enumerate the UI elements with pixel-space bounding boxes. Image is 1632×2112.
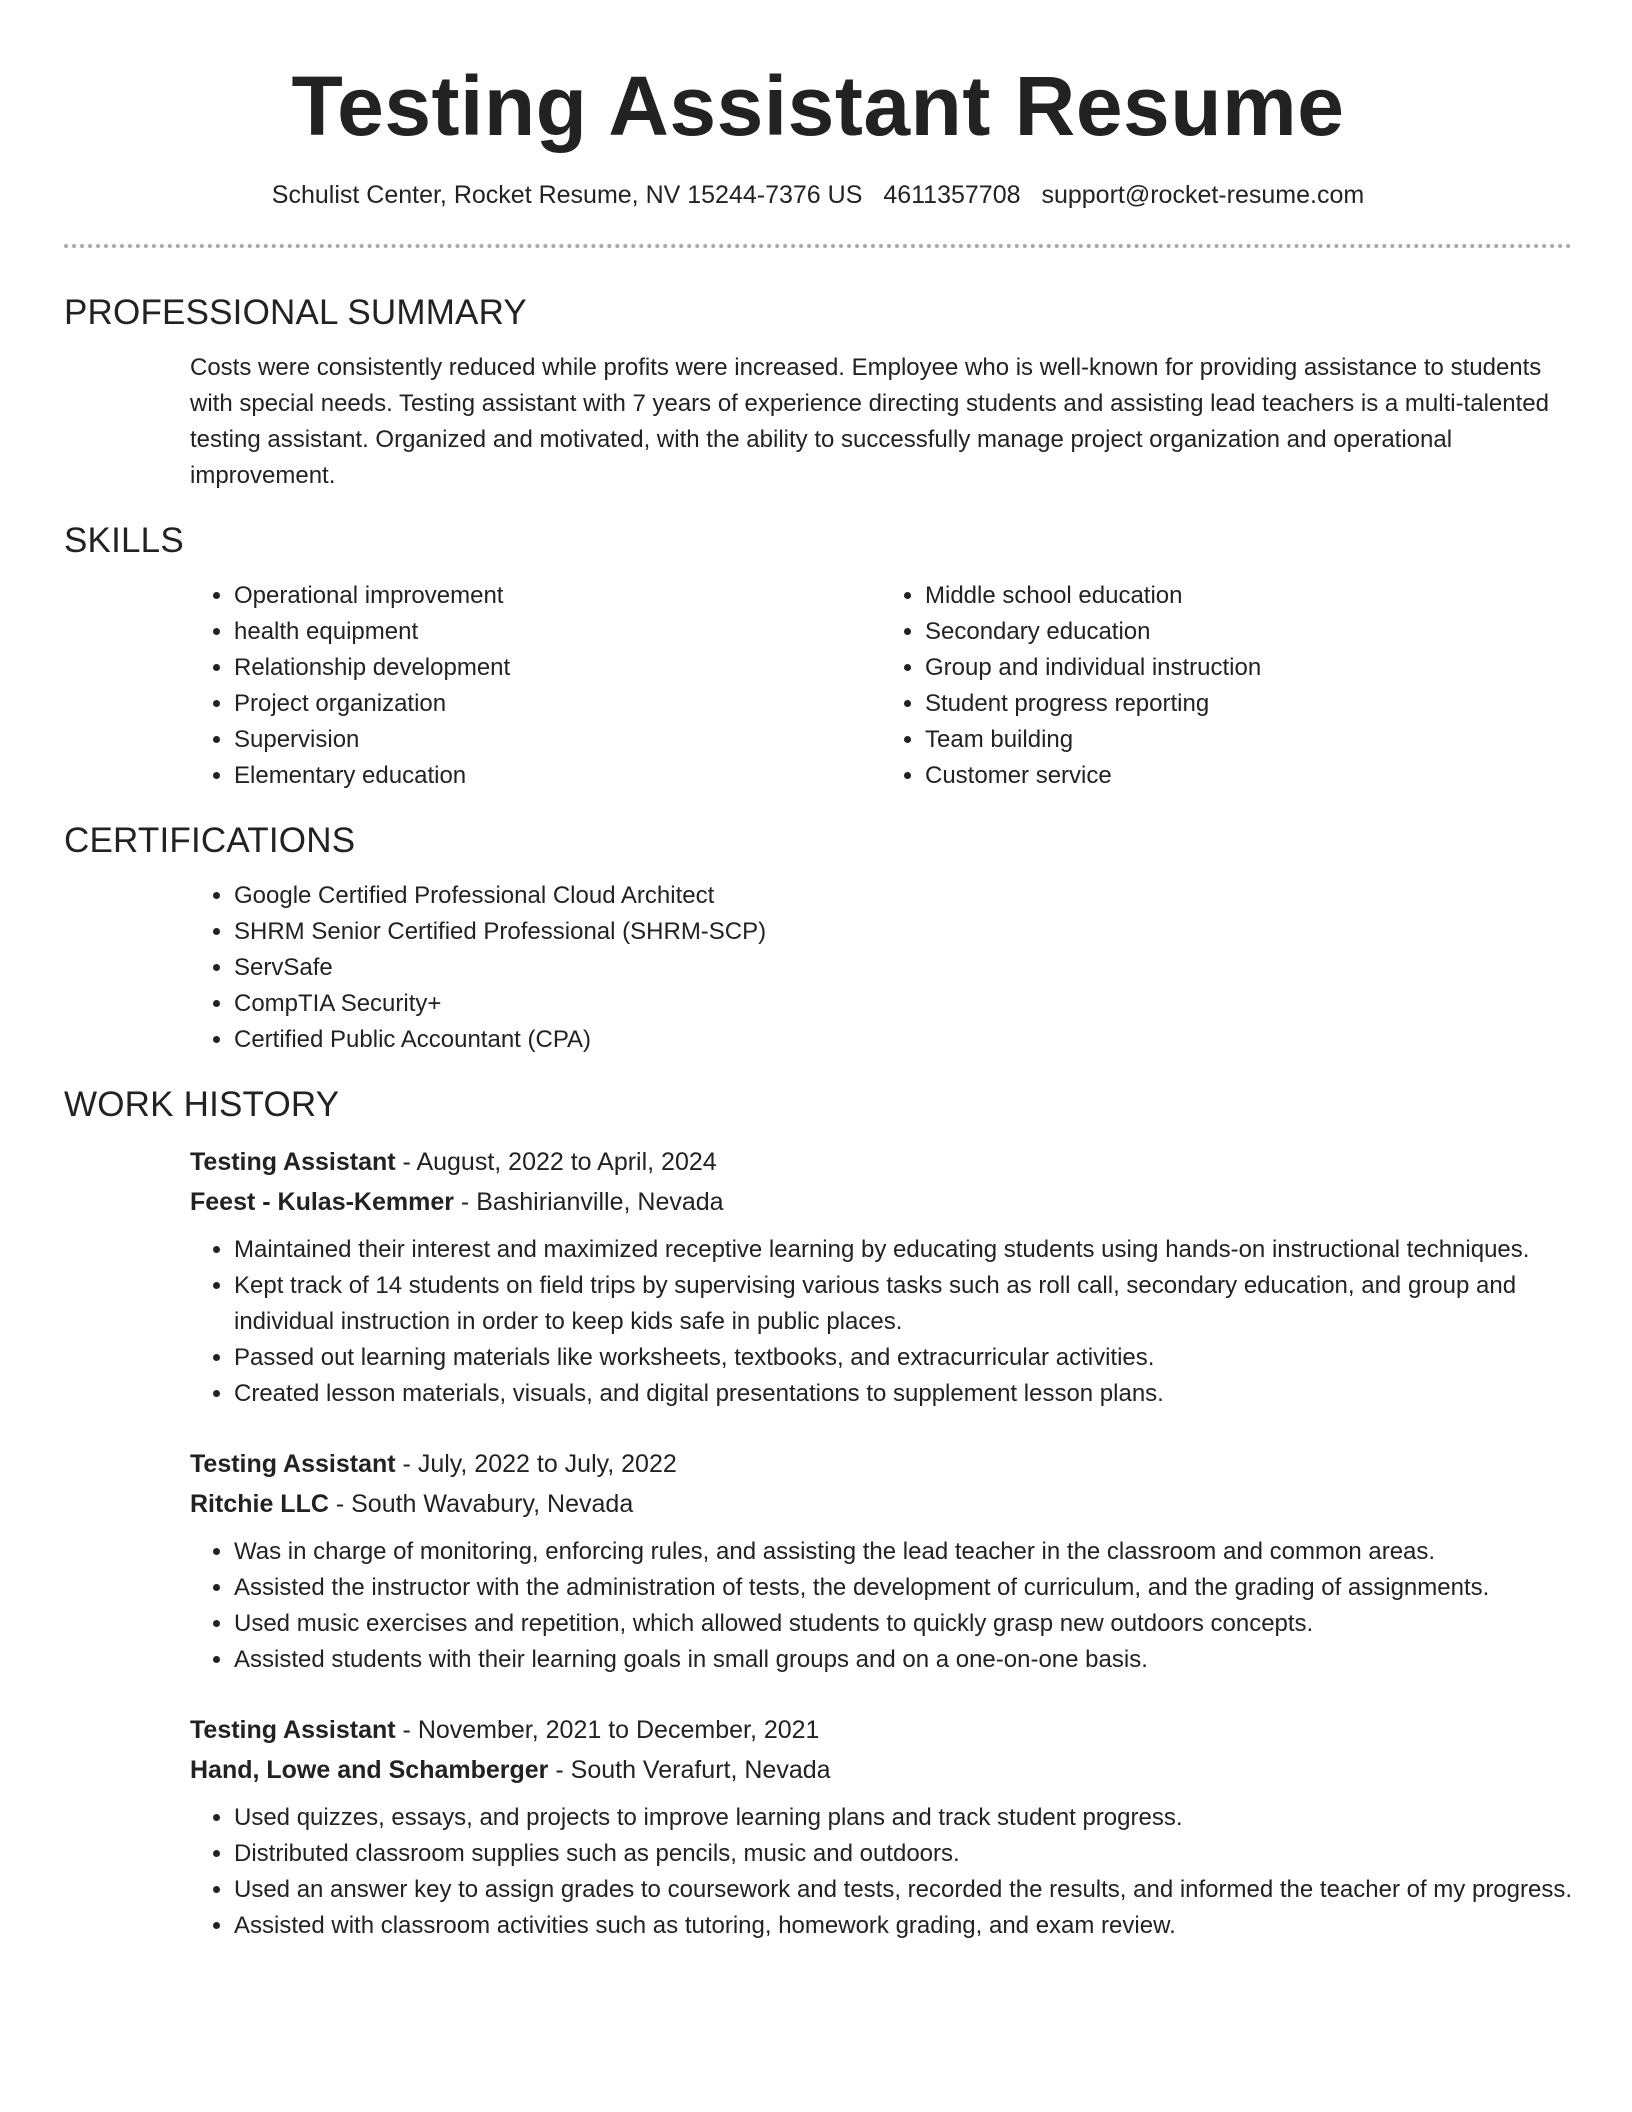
- work-history-heading: WORK HISTORY: [64, 1085, 340, 1124]
- job-dates: November, 2021 to December, 2021: [417, 1716, 820, 1744]
- resume-page: [64, 0, 1572, 1944]
- skills-list-right: [881, 578, 1572, 794]
- job-bullet: • Assisted the instructor with the administration of tests, the development of curriculum, and the grading of assignments.: [234, 1570, 1572, 1606]
- job-bullets: [190, 1232, 1572, 1412]
- skill-item: • Relationship development: [234, 650, 881, 686]
- job-bullet: • Assisted with classroom activities such as tutoring, homework grading, and exam review.: [234, 1908, 1572, 1944]
- contact-email[interactable]: support@rocket-resume.com: [1041, 181, 1365, 209]
- job-bullet: • Distributed classroom supplies such as pencils, music and outdoors.: [234, 1836, 1572, 1872]
- certification-item: • Certified Public Accountant (CPA): [234, 1022, 1572, 1058]
- contact-line: [64, 178, 1572, 212]
- job-role: Testing Assistant: [190, 1148, 396, 1176]
- header-divider: [64, 244, 1572, 248]
- skill-item: • Middle school education: [925, 578, 1572, 614]
- job-company-line: Feest - Kulas-Kemmer - Bashirianville, Nevada: [190, 1188, 724, 1216]
- job-company-line: Hand, Lowe and Schamberger - South Verafurt, Nevada: [190, 1756, 831, 1784]
- job-dates: July, 2022 to July, 2022: [417, 1450, 677, 1478]
- contact-address: Schulist Center, Rocket Resume, NV 15244-7376 US: [271, 181, 863, 209]
- skills-heading: SKILLS: [64, 521, 184, 560]
- job-entry: [190, 1142, 1572, 1412]
- skill-item: • Customer service: [925, 758, 1572, 794]
- job-role-line: Testing Assistant - August, 2022 to April, 2024: [190, 1148, 717, 1176]
- job-entry: [190, 1444, 1572, 1678]
- certifications-heading: CERTIFICATIONS: [64, 821, 356, 860]
- job-dates: August, 2022 to April, 2024: [416, 1148, 717, 1176]
- certifications-list: [190, 878, 1572, 1058]
- job-bullets: [190, 1534, 1572, 1678]
- job-bullet: • Was in charge of monitoring, enforcing rules, and assisting the lead teacher in the classroom and common areas.: [234, 1534, 1572, 1570]
- job-bullet: • Used music exercises and repetition, which allowed students to quickly grasp new outdoors concepts.: [234, 1606, 1572, 1642]
- skill-item: • Project organization: [234, 686, 881, 722]
- skill-item: • Elementary education: [234, 758, 881, 794]
- job-location: Bashirianville, Nevada: [476, 1188, 724, 1216]
- certification-item: • Google Certified Professional Cloud Architect: [234, 878, 1572, 914]
- job-bullet: • Kept track of 14 students on field trips by supervising various tasks such as roll call, secondary education, and group and individual instruction in order to keep kids safe in public places.: [234, 1268, 1572, 1340]
- skill-item: • Supervision: [234, 722, 881, 758]
- job-location: South Verafurt, Nevada: [570, 1756, 831, 1784]
- job-company: Hand, Lowe and Schamberger: [190, 1756, 549, 1784]
- summary-text: Costs were consistently reduced while profits were increased. Employee who is well-known for providing assistance to students with special needs. Testing assistant with 7 years of experience directing students and assisting lead teachers is a multi-talented testing assistant. Organized and motivated, with the ability to successfully manage project organization and operational improvement.: [190, 354, 1549, 489]
- summary-heading: PROFESSIONAL SUMMARY: [64, 293, 527, 332]
- certification-item: • ServSafe: [234, 950, 1572, 986]
- contact-phone: 4611357708: [883, 181, 1021, 209]
- job-bullet: • Created lesson materials, visuals, and digital presentations to supplement lesson plans.: [234, 1376, 1572, 1412]
- job-bullet: • Used an answer key to assign grades to coursework and tests, recorded the results, and informed the teacher of my progress.: [234, 1872, 1572, 1908]
- job-entry: [190, 1710, 1572, 1944]
- job-role-line: Testing Assistant - July, 2022 to July, 2022: [190, 1450, 677, 1478]
- skill-item: • Secondary education: [925, 614, 1572, 650]
- skills-list-left: [190, 578, 881, 794]
- skill-item: • Operational improvement: [234, 578, 881, 614]
- job-bullet: • Used quizzes, essays, and projects to improve learning plans and track student progress.: [234, 1800, 1572, 1836]
- job-company-line: Ritchie LLC - South Wavabury, Nevada: [190, 1490, 634, 1518]
- skill-item: • health equipment: [234, 614, 881, 650]
- job-role: Testing Assistant: [190, 1450, 396, 1478]
- job-company: Ritchie LLC: [190, 1490, 329, 1518]
- skill-item: • Group and individual instruction: [925, 650, 1572, 686]
- resume-title: Testing Assistant Resume: [291, 59, 1345, 153]
- job-company: Feest - Kulas-Kemmer: [190, 1188, 454, 1216]
- certification-item: • SHRM Senior Certified Professional (SHRM-SCP): [234, 914, 1572, 950]
- job-location: South Wavabury, Nevada: [351, 1490, 634, 1518]
- job-role: Testing Assistant: [190, 1716, 396, 1744]
- job-bullet: • Maintained their interest and maximized receptive learning by educating students using hands-on instructional techniques.: [234, 1232, 1572, 1268]
- job-bullet: • Assisted students with their learning goals in small groups and on a one-on-one basis.: [234, 1642, 1572, 1678]
- job-bullets: [190, 1800, 1572, 1944]
- skills-grid: [190, 578, 1572, 794]
- job-bullet: • Passed out learning materials like worksheets, textbooks, and extracurricular activities.: [234, 1340, 1572, 1376]
- certification-item: • CompTIA Security+: [234, 986, 1572, 1022]
- skill-item: • Team building: [925, 722, 1572, 758]
- job-role-line: Testing Assistant - November, 2021 to December, 2021: [190, 1716, 820, 1744]
- skill-item: • Student progress reporting: [925, 686, 1572, 722]
